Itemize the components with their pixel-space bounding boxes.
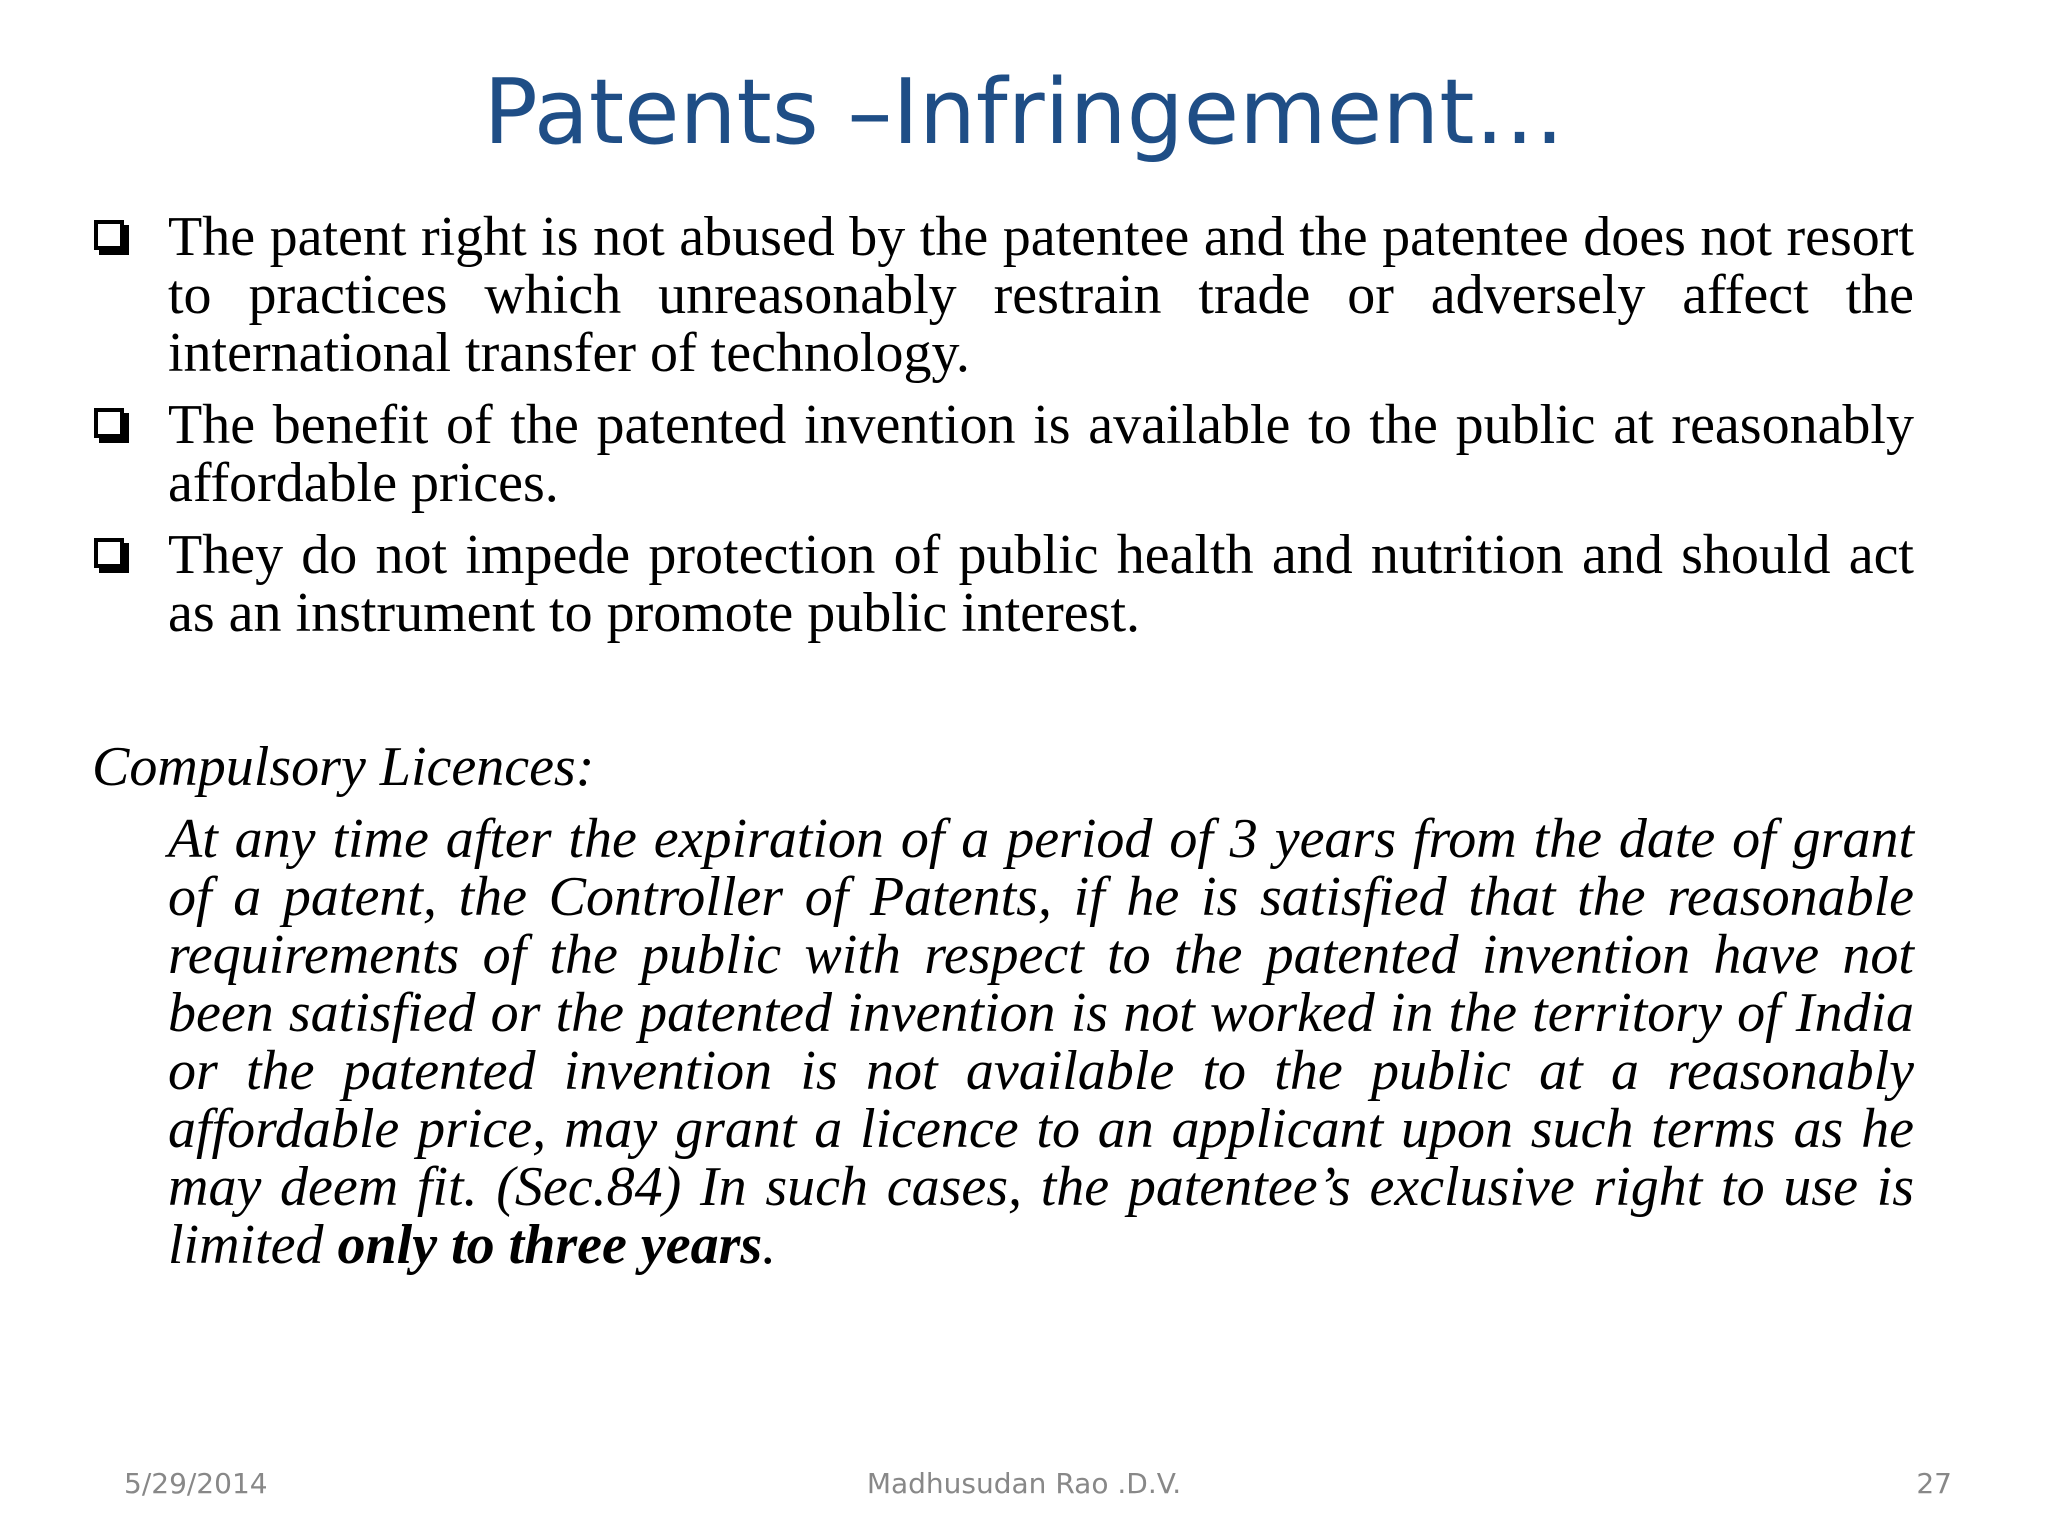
page-number: 27 bbox=[1916, 1467, 1952, 1500]
bullet-text: They do not impede protection of public health and nutrition and should act as an instrument to promote public interest. bbox=[168, 524, 1914, 644]
bullet-item bbox=[92, 396, 1914, 512]
bullet-text: The patent right is not abused by the patentee and the patentee does not resort to practices which unreasonably restrain trade or adversely affect the international transfer of technology. bbox=[168, 206, 1914, 384]
footer-author: Madhusudan Rao .D.V. bbox=[866, 1467, 1182, 1500]
section-heading: Compulsory Licences: bbox=[92, 736, 595, 798]
compulsory-licence-paragraph bbox=[168, 810, 1914, 1274]
footer-date: 5/29/2014 bbox=[124, 1467, 268, 1500]
paragraph-emphasis: only to three years bbox=[337, 1214, 763, 1276]
paragraph-end: . bbox=[762, 1214, 777, 1276]
paragraph-text: At any time after the expiration of a period of 3 years from the date of grant of a patent, the Controller of Patents, if he is satisfied that the reasonable requirements of the public with respect to the patented invention have not been satisfied or the patented invention is not worked in the territory of India or the patented invention is not available to the public at a reasonably affordable price, may grant a licence to an applicant upon such terms as he may deem fit. (Sec.84) In such cases, the patentee’s exclusive right to use is limited bbox=[168, 808, 1914, 1276]
checkbox-bullet-icon bbox=[94, 538, 124, 568]
bullet-item bbox=[92, 526, 1914, 642]
checkbox-bullet-icon bbox=[94, 220, 124, 250]
bullet-item bbox=[92, 208, 1914, 382]
slide-title: Patents –Infringement… bbox=[483, 60, 1565, 165]
bullet-list bbox=[92, 208, 1914, 656]
bullet-text: The benefit of the patented invention is available to the public at reasonably affordable prices. bbox=[168, 394, 1914, 514]
checkbox-bullet-icon bbox=[94, 408, 124, 438]
